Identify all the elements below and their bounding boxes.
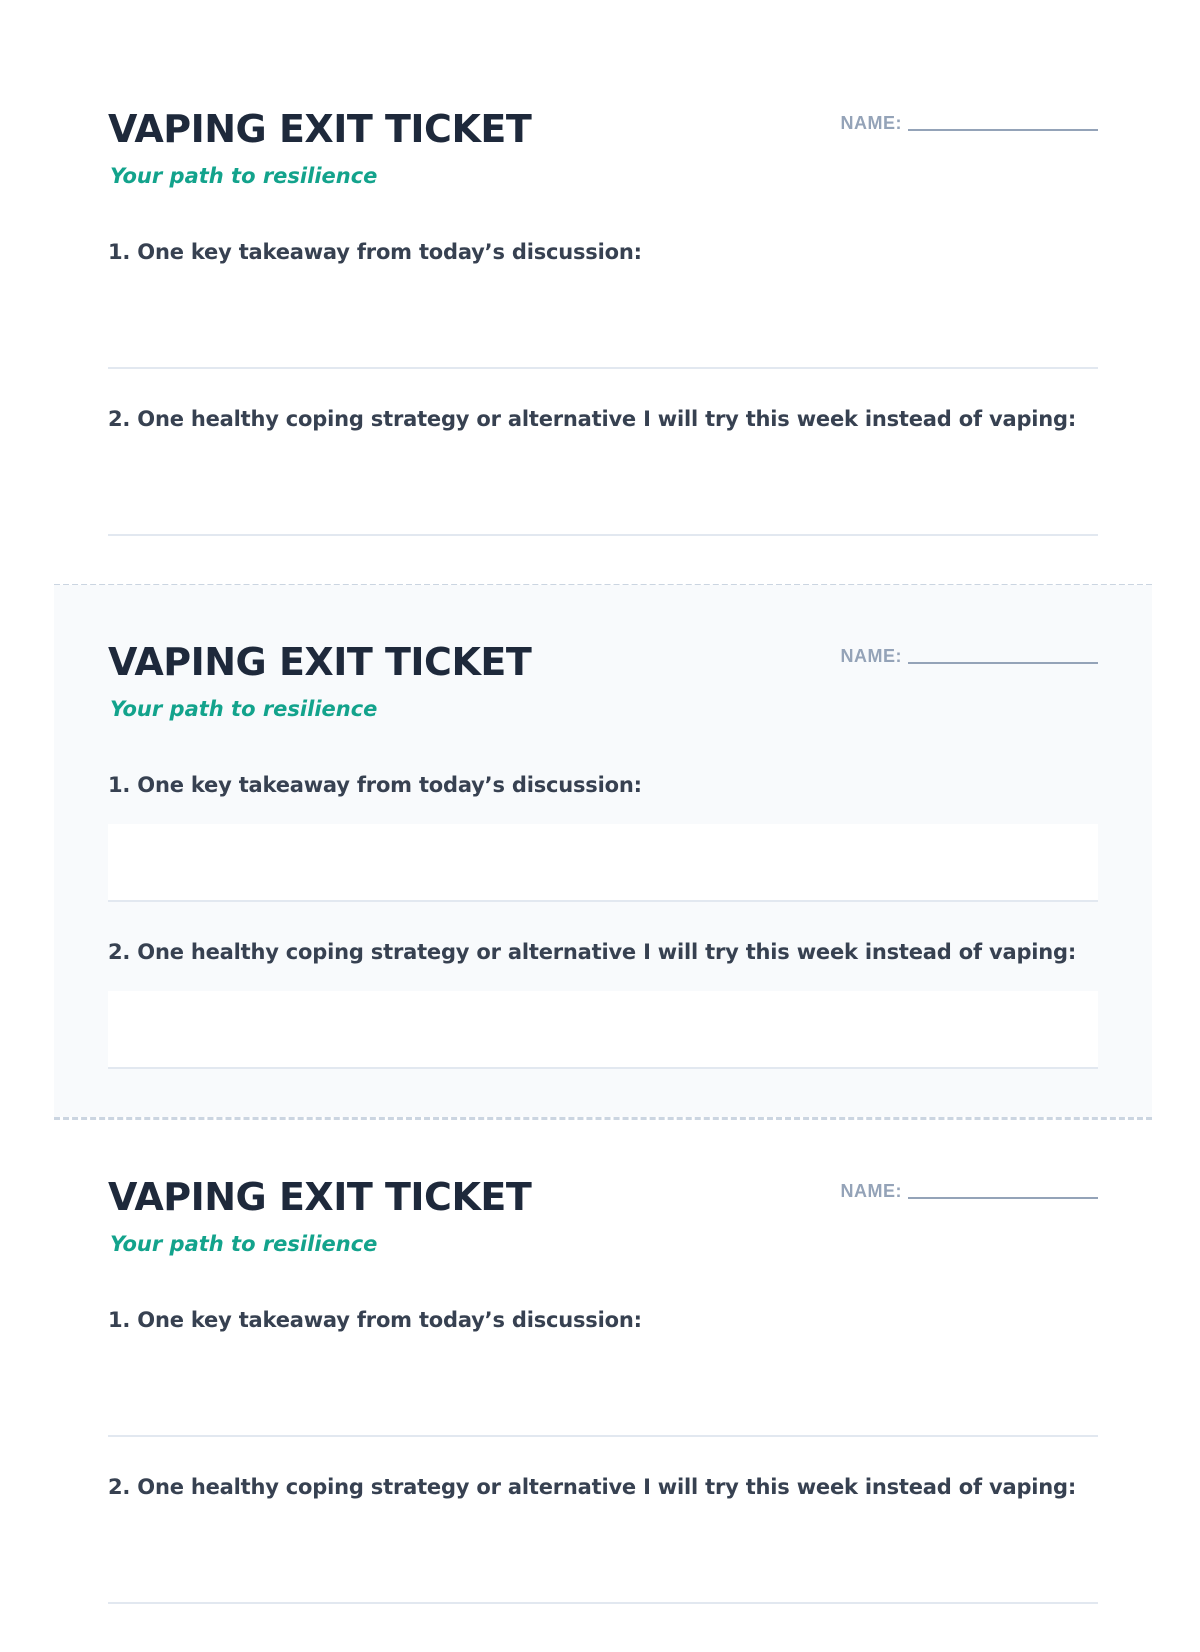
question-2-text: 2. One healthy coping strategy or alternative I will try this week instead of vaping: xyxy=(108,407,1077,431)
question-1-answer-area[interactable] xyxy=(108,291,1098,369)
ticket-header xyxy=(108,585,1098,735)
ticket-subtitle: Your path to resilience xyxy=(110,164,378,188)
name-field[interactable] xyxy=(841,1182,1099,1200)
exit-ticket-1 xyxy=(54,52,1152,584)
ticket-subtitle: Your path to resilience xyxy=(110,697,378,721)
question-1-answer-area[interactable] xyxy=(108,824,1098,902)
name-write-line[interactable] xyxy=(908,129,1098,131)
exit-ticket-2 xyxy=(54,585,1152,1117)
name-field[interactable] xyxy=(841,114,1099,132)
question-1 xyxy=(108,242,1098,369)
question-1-answer-area[interactable] xyxy=(108,1359,1098,1437)
ticket-header xyxy=(108,1120,1098,1270)
question-2-text: 2. One healthy coping strategy or alternative I will try this week instead of vaping: xyxy=(108,940,1077,964)
question-1 xyxy=(108,1310,1098,1437)
name-label: NAME: xyxy=(840,646,902,666)
ticket-title: VAPING EXIT TICKET xyxy=(108,1175,532,1219)
ticket-title: VAPING EXIT TICKET xyxy=(108,107,532,151)
question-2-answer-area[interactable] xyxy=(108,458,1098,536)
question-2 xyxy=(108,942,1098,1069)
question-1 xyxy=(108,775,1098,902)
question-1-text: 1. One key takeaway from today’s discussion: xyxy=(108,773,642,797)
name-label: NAME: xyxy=(840,1181,902,1201)
name-label: NAME: xyxy=(840,113,902,133)
ticket-subtitle: Your path to resilience xyxy=(110,1232,378,1256)
question-2-answer-area[interactable] xyxy=(108,991,1098,1069)
question-2-text: 2. One healthy coping strategy or alternative I will try this week instead of vaping: xyxy=(108,1475,1077,1499)
ticket-header xyxy=(108,52,1098,202)
question-2 xyxy=(108,1477,1098,1604)
question-2 xyxy=(108,409,1098,536)
name-write-line[interactable] xyxy=(908,662,1098,664)
exit-ticket-3 xyxy=(54,1120,1152,1652)
ticket-title: VAPING EXIT TICKET xyxy=(108,640,532,684)
question-1-text: 1. One key takeaway from today’s discussion: xyxy=(108,240,642,264)
name-field[interactable] xyxy=(841,647,1099,665)
question-1-text: 1. One key takeaway from today’s discussion: xyxy=(108,1308,642,1332)
question-2-answer-area[interactable] xyxy=(108,1526,1098,1604)
name-write-line[interactable] xyxy=(908,1197,1098,1199)
